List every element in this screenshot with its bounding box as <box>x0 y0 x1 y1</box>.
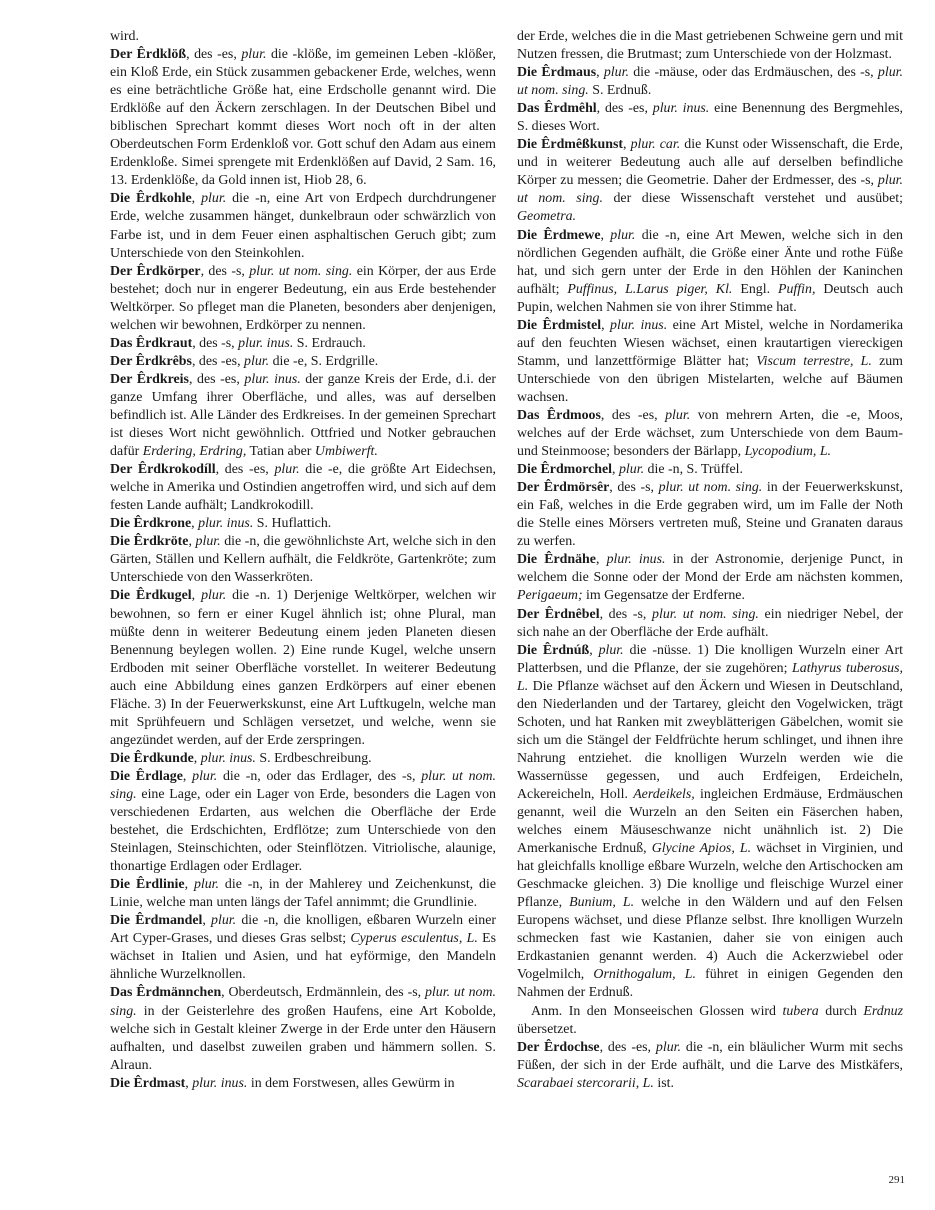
entry-text: , des -s, <box>192 335 239 351</box>
entry-text: , <box>596 65 604 81</box>
entry-text: , des -s, <box>599 606 653 622</box>
entry-text: die -e, die größte Art Eidechsen, welche in Amerika und Ostindien angetroffen wird, und sich auf dem festen Lande aufhält; Landkrokodill. <box>110 462 496 514</box>
italic-text: plur. inus. <box>244 371 301 387</box>
entry-headword: Der Êrdkörper <box>110 263 201 279</box>
italic-text: plur. ut nom. sing. <box>517 65 903 99</box>
dictionary-entry <box>110 190 496 262</box>
dictionary-entry <box>110 750 496 768</box>
italic-text: plur. inus. <box>238 335 294 351</box>
entry-headword: Die Êrdmistel <box>517 317 602 333</box>
italic-text: Geometra. <box>517 209 577 225</box>
italic-text: Lycopodium, L. <box>744 444 832 460</box>
entry-text: wächset in Virginien, und hat gleichfalls knollige eßbare Wurzeln, welche den Artischocken am Geschmacke gleichen. 3) Die knollige und fleischige Wurzel einer Pflanze, <box>517 841 903 911</box>
italic-text: Perigaeum; <box>517 588 583 604</box>
entry-headword: Der Êrdochse <box>517 1039 600 1055</box>
dictionary-entry <box>517 479 903 551</box>
entry-text: welche in den Wäldern und auf den Felsen Europens wächset, und diese Pflanze selbst. Ihre knolligen Wurzeln schmecken fast wie Kastanien, daher sie von einigen auch Erdkastanien genannt werden. 4) Auch die Ackerzwiebel oder Vogelmilch, <box>517 895 903 983</box>
entry-text: die -mäuse, oder das Erdmäuschen, des -s, <box>628 65 878 81</box>
italic-text: Lathyrus tuberosus, L. <box>517 660 903 694</box>
entry-headword: Die Êrdmêßkunst <box>517 137 623 153</box>
entry-text: , <box>595 552 607 568</box>
entry-headword: Die Êrdkröte <box>110 534 189 550</box>
entry-text: , <box>589 642 599 658</box>
entry-text: Tatian aber <box>246 444 315 460</box>
entry-text: , des -s, <box>609 480 659 496</box>
entry-text: die -n, ein bläulicher Wurm mit sechs Füßen, der sich in der Erde aufhält, und die Larve des Mistkäfers, <box>517 1039 903 1073</box>
entry-text: die -n, oder das Erdlager, des -s, <box>217 768 422 784</box>
entry-text: die -n, in der Mahlerey und Zeichenkunst, die Linie, welche man unten längs der Tafel annimmt; die Grundlinie. <box>110 877 496 911</box>
entry-headword: Die Êrdlinie <box>110 877 185 893</box>
entry-text: , <box>202 913 212 929</box>
entry-text: in dem Forstwesen, alles Gewürm in <box>247 1075 455 1091</box>
entry-headword: Die Êrdmorchel <box>517 462 613 478</box>
dictionary-entry <box>110 984 496 1074</box>
entry-text: , <box>191 588 202 604</box>
dictionary-entry <box>110 461 496 515</box>
entry-text: die -n, S. Trüffel. <box>644 462 743 478</box>
entry-text: wird. <box>110 29 139 44</box>
entry-text: , des -es, <box>188 371 245 387</box>
dictionary-entry <box>110 335 496 353</box>
entry-text: , <box>622 137 631 153</box>
entry-headword: Die Êrdmandel <box>110 913 203 929</box>
entry-text: die -n. 1) Derjenige Weltkörper, welchen wir bewohnen, so fern er einer Kugel ähnlich ist; ohne Plural, man müßte denn in weiterer Bedeutung einem jeden Planeten diesen Benennung beylegen wollen. 2) Eine runde Kugel, welche unsern Erdboden mit seiner Oberfläche vorstellet. In weiterer Bedeutung auch eine Abbildung eines ganzen Erdkörpers auf einer ebenen Fläche. 3) In der Feuerwerkskunst, eine Art Luftkugeln, welche man mit Sprühfeuern und Schlägen versetzet, und welche, wenn sie angezündet werden, auf der Erde zerspringen. <box>110 588 497 748</box>
entry-text: die -n, eine Art Mewen, welche sich in den nördlichen Gegenden aufhält, die Größe einer Änte und rothe Füße hat, und sich gern unter der Erde in den Höhlen der Kaninchen aufhält; <box>517 227 903 297</box>
italic-text: plur. inus. <box>606 552 666 568</box>
dictionary-entry <box>110 263 496 335</box>
entry-text: S. Erdbeschreibung. <box>255 750 372 766</box>
left-column <box>110 28 496 1093</box>
dictionary-entry <box>517 606 903 642</box>
italic-text: plur. inus. <box>198 516 254 532</box>
entry-headword: Der Êrdkrokodíll <box>110 462 216 478</box>
italic-text: Umbiwerft. <box>314 444 378 460</box>
entry-text: von mehrern Arten, die -e, Moos, welches auf der Erde wächset, zum Unterschiede von dem Baum- und Steinmoose; besonders der Bärlapp, <box>517 407 904 460</box>
entry-headword: Der Êrdkreis <box>110 371 189 387</box>
entry-headword: Das Êrdkraut <box>110 335 193 351</box>
entry-text: ein niedriger Nebel, der sich nahe an der Oberfläche der Erde aufhält. <box>517 606 903 640</box>
dictionary-entry <box>517 1003 903 1039</box>
entry-text: im Gegensatze der Erdferne. <box>582 588 745 604</box>
entry-headword: Das Êrdmêhl <box>517 101 597 117</box>
italic-text: plur. <box>193 877 220 893</box>
italic-text: plur. <box>665 407 691 423</box>
entry-text: S. Erdrauch. <box>293 335 366 351</box>
entry-text: die -n, die gewöhnlichste Art, welche sich in den Gärten, Ställen und Kellern aufhält, die Feldkröte, Gartenkröte; zum Unterschiede von den Wasserkröten. <box>110 534 496 586</box>
dictionary-entry <box>110 587 496 749</box>
italic-text: plur. ut nom. sing. <box>658 480 763 496</box>
entry-text: Die Pflanze wächset auf den Äckern und Wiesen in Deutschland, den Niederlanden und der Tartarey, gleicht den Vogelwicken, trägt Schoten, und hat Ranken mit zweyblätterigen Gäbelchen, womit sie sich um die Stängel der Feldfrüchte herum schlinget, und ihnen ihre Nahrung entziehet. die knolligen Wurzeln werden wie die Wassernüsse gegessen, und auch Erdfeigen, Erdeicheln, Ackereicheln, Holl. <box>517 678 903 802</box>
dictionary-entry <box>517 1039 903 1093</box>
entry-headword: Das Êrdmoos <box>517 407 601 423</box>
entry-text: , <box>191 191 202 207</box>
entry-text: , Oberdeutsch, Erdmännlein, des -s, <box>221 985 425 1001</box>
dictionary-entry <box>110 515 496 533</box>
entry-headword: Der Êrdnêbel <box>517 606 600 622</box>
italic-text: plur. inus. <box>652 101 710 117</box>
entry-text: , des -es, <box>191 353 245 369</box>
entry-headword: Die Êrdkunde <box>110 750 194 766</box>
italic-text: Ornithogalum, L. <box>593 967 696 983</box>
entry-text: , <box>612 462 619 478</box>
entry-text: durch <box>818 1003 864 1019</box>
entry-text: der diese Wissenschaft verstehet und ausübet; <box>602 191 903 207</box>
italic-text: Viscum terrestre, L. <box>756 353 872 369</box>
entry-headword: Die Êrdmewe <box>517 227 601 243</box>
dictionary-entry <box>517 227 903 317</box>
entry-text: , <box>184 877 194 893</box>
entry-text: führet in einigen Gegenden den Nahmen der Erdnuß. <box>517 967 903 1001</box>
dictionary-entry <box>110 28 496 46</box>
dictionary-entry <box>110 353 496 371</box>
italic-text: tubera <box>782 1003 819 1019</box>
italic-text: Aerdeikels, <box>633 786 695 802</box>
entry-headword: Die Êrdkohle <box>110 191 192 207</box>
entry-text: die -klöße, im gemeinen Leben -klößer, ein Kloß Erde, ein Stück zusammen gebackener Erde, welches, wenn es eine beträchtliche Größe hat, eine Erdscholle genannt wird. Die Erdklöße auf den Äckern zerschlagen. In der Deutschen Bibel und biblischen Sprechart kommt dieses Wort noch oft in der alten Oberdeutschen Form Erdenkloß vor. Gott schuf den Adam aus einem Erdenkloße. Simei sprengete mit Erdenklößen auf David, 2 Sam. 16, 13. Erdenklöße, da Gold innen ist, Hiob 28, 6. <box>110 47 496 189</box>
entry-headword: Der Êrdklöß <box>110 47 187 63</box>
dictionary-entry <box>517 551 903 605</box>
entry-text: ist. <box>653 1075 674 1091</box>
italic-text: plur. ut nom. sing. <box>110 768 497 802</box>
entry-text: , des -es, <box>596 101 653 117</box>
entry-text: , <box>182 768 193 784</box>
entry-text: eine Art Mistel, welche in Nordamerika auf den feuchten Wiesen wächset, einen krautartigen viereckigen Stamm, und lanzettförmige Blätter hat; <box>517 317 903 369</box>
entry-text: in der Feuerwerkskunst, ein Faß, welches in die Erde gegraben wird, um im Falle der Noth die Stelle eines Mörsers vertreten muß, Steine und Granaten daraus zu werfen. <box>517 480 903 550</box>
entry-text: , des -es, <box>600 407 666 423</box>
italic-text: plur. inus. <box>610 317 668 333</box>
entry-headword: Die Êrdmaus <box>517 65 597 81</box>
italic-text: Scarabaei stercorarii, L. <box>517 1075 654 1091</box>
entry-text: in der Astronomie, derjenige Punct, in welchem die Sonne oder der Mond der Erde am nächsten kommen, <box>517 552 903 586</box>
page-number: 291 <box>888 1174 905 1186</box>
entry-text: , <box>185 1075 193 1091</box>
italic-text: plur. <box>598 642 624 658</box>
entry-text: , des -es, <box>186 47 242 63</box>
entry-text: die -nüsse. 1) Die knolligen Wurzeln einer Art Platterbsen, und die Pflanze, der sie zugehören; <box>517 642 903 676</box>
italic-text: Puffinus, L.Larus piger, Kl. <box>567 281 733 297</box>
dictionary-entry <box>110 371 496 461</box>
dictionary-entry <box>110 912 496 984</box>
entry-text: S. Huflattich. <box>253 516 332 532</box>
italic-text: plur. <box>274 462 300 478</box>
entry-text: in der Geisterlehre des großen Haufens, eine Art Kobolde, welche sich in Gestalt kleiner Zwerge in der Erde unter den Häusern aufhalten, und daselbst zuweilen graben und hämmern sollen. S. Alraun. <box>110 1003 496 1073</box>
dictionary-entry <box>517 461 903 479</box>
italic-text: plur. <box>655 1039 681 1055</box>
italic-text: Bunium, L. <box>569 895 635 911</box>
italic-text: plur. car. <box>630 137 681 153</box>
dictionary-entry <box>110 46 496 190</box>
entry-text: S. Erdnuß. <box>588 83 652 99</box>
dictionary-entry <box>517 317 903 407</box>
entry-text: Es wächset in Italien und Asien, und hat eyförmige, den Mandeln ähnliche Wurzelknollen. <box>110 931 496 983</box>
entry-text: übersetzet. <box>517 1021 577 1037</box>
entry-text: Engl. <box>732 281 778 297</box>
entry-text: eine Lage, oder ein Lager von Erde, besonders die Lagen von verschiedenen Erdarten, aus welchen die Oberfläche der Erde bestehet, die Erdschichten, Erdflötze; zum Unterschiede von den Steinlagen, Steinschichten, oder Steinflötzen. Vitriolische, alaunige, thonartige Erdlagen oder Erdlager. <box>110 786 496 875</box>
italic-text: Glycine Apios, L. <box>651 841 752 857</box>
italic-text: Cyperus esculentus, L. <box>350 931 478 947</box>
italic-text: plur. inus. <box>192 1075 248 1091</box>
entry-text: , des -s, <box>200 263 250 279</box>
entry-headword: Das Êrdmännchen <box>110 985 222 1001</box>
entry-headword: Die Êrdlage <box>110 768 183 784</box>
italic-text: plur. <box>201 191 227 207</box>
italic-text: plur. ut nom. sing. <box>110 985 496 1019</box>
entry-headword: Der Êrdkrêbs <box>110 353 192 369</box>
entry-text: zum Unterschiede von den übrigen Mistelarten, welche auf Bäumen wachsen. <box>517 353 903 405</box>
entry-text: der ganze Kreis der Erde, d.i. der ganze Umfang ihrer Oberfläche, und alles, was auf derselben befindlich ist. Alle Länder des Erdkreises. In der gemeinen Sprechart ist dieses Wort nicht gewöhnlich. Ottfried und Notker gebrauchen dafür <box>110 371 496 460</box>
entry-text: Deutsch auch Pupin, welchen Nahmen sie von ihrer Stimme hat. <box>517 281 904 315</box>
entry-text: , <box>600 227 611 243</box>
dictionary-entry <box>110 533 496 587</box>
dictionary-entry <box>517 64 903 100</box>
right-column <box>517 28 903 1093</box>
entry-headword: Die Êrdnúß <box>517 642 590 658</box>
entry-text: Anm. In den Monseeischen Glossen wird <box>531 1003 783 1019</box>
dictionary-entry <box>517 407 903 461</box>
entry-headword: Die Êrdkugel <box>110 588 192 604</box>
entry-text: die -n, die knolligen, eßbaren Wurzeln einer Art Cyper-Grases, und dieses Gras selbst; <box>110 913 497 947</box>
entry-headword: Die Êrdnähe <box>517 552 596 568</box>
entry-headword: Die Êrdmast <box>110 1075 186 1091</box>
italic-text: plur. ut nom. sing. <box>652 606 759 622</box>
italic-text: plur. ut nom. sing. <box>517 173 903 207</box>
entry-text: der Erde, welches die in die Mast getriebenen Schweine gern und mit Nutzen fressen, die Brutmast; zum Unterschiede von der Holzmast. <box>517 29 903 63</box>
entry-text: , des -es, <box>599 1039 656 1055</box>
entry-text: , <box>188 534 196 550</box>
italic-text: plur. ut nom. sing. <box>249 263 353 279</box>
dictionary-entry <box>110 876 496 912</box>
italic-text: plur. <box>618 462 645 478</box>
dictionary-entry <box>110 1075 496 1093</box>
entry-text: die -n, eine Art von Erdpech durchdrungener Erde, welche zusammen hänget, dunkelbraun oder schwärzlich von Farbe ist, und in dem Feuer einen asphaltischen Geruch gibt; zum Unterschiede von den Steinkohlen. <box>110 191 497 261</box>
italic-text: plur. <box>603 65 629 81</box>
italic-text: plur. inus. <box>200 750 256 766</box>
entry-text: , <box>193 750 201 766</box>
entry-text: , des -es, <box>215 462 275 478</box>
italic-text: plur. <box>244 353 270 369</box>
dictionary-entry <box>110 768 496 876</box>
italic-text: plur. <box>192 768 218 784</box>
entry-text: die -e, S. Erdgrille. <box>269 353 379 369</box>
entry-text: die Kunst oder Wissenschaft, die Erde, und in weiterer Bedeutung auch alle auf derselben befindliche Körper zu messen; die Geometrie. Daher der Erdmesser, des -s, <box>517 137 904 189</box>
dictionary-entry <box>517 28 903 64</box>
entry-text: , <box>601 317 611 333</box>
italic-text: plur. <box>610 227 636 243</box>
entry-text: eine Benennung des Bergmehles, S. dieses Wort. <box>517 101 903 135</box>
italic-text: plur. <box>211 913 237 929</box>
dictionary-entry <box>517 136 903 226</box>
italic-text: plur. <box>201 588 227 604</box>
italic-text: plur. <box>195 534 221 550</box>
italic-text: Puffin, <box>777 281 816 297</box>
italic-text: plur. <box>241 47 267 63</box>
italic-text: Erdnuz <box>863 1003 903 1019</box>
entry-text: ein Körper, der aus Erde bestehet; doch nur in engerer Bedeutung, ein aus Erde bestehender Weltkörper. So pfleget man die Planeten, besonders aber denjenigen, welchen wir bewohnen, Erdkörper zu nennen. <box>110 263 496 333</box>
dictionary-entry <box>517 100 903 136</box>
dictionary-entry <box>517 642 903 1003</box>
entry-text: , <box>191 516 199 532</box>
entry-text: ingleichen Erdmäuse, Erdmäuschen genannt, weil die Wurzeln an den Seiten ein Fäserchen haben, welches einem Mäuseschwanze nicht unähnlich ist. 2) Die Amerkanische Erdnuß, <box>517 786 904 857</box>
entry-headword: Der Êrdmörsêr <box>517 480 610 496</box>
italic-text: Erdering, Erdring, <box>142 444 247 460</box>
entry-headword: Die Êrdkrone <box>110 516 192 532</box>
